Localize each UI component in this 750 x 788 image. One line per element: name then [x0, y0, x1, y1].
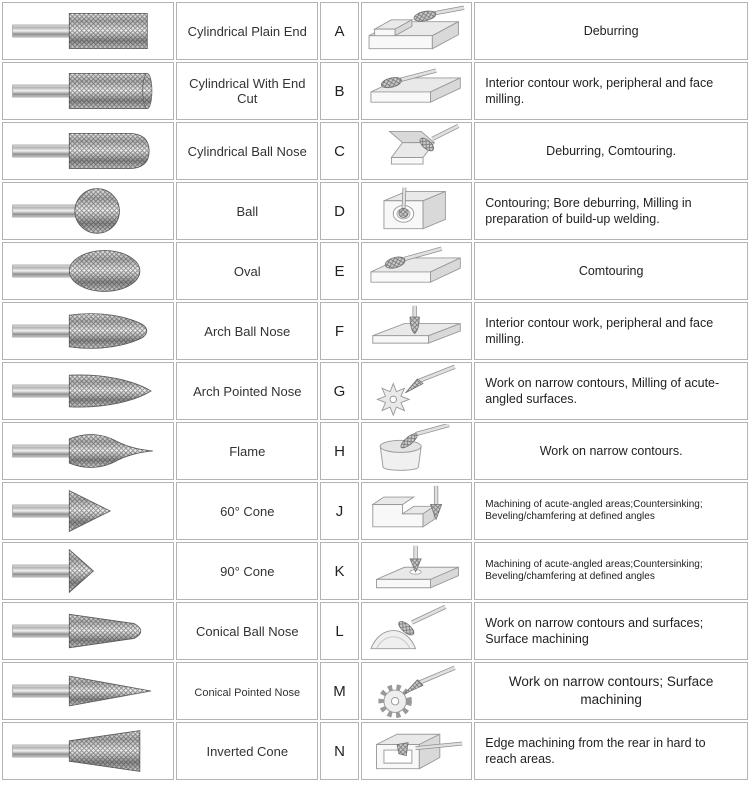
- shape-code-cell: [320, 662, 359, 720]
- application-description: Interior contour work, peripheral and face milling.: [485, 315, 714, 346]
- burr-shape-name: Flame: [229, 443, 266, 459]
- burr-photo-cell: [2, 122, 174, 180]
- application-description-cell: [474, 362, 748, 420]
- burr-shape-name: Cylindrical Plain End: [187, 23, 307, 39]
- burr-photo-cell: [2, 182, 174, 240]
- application-description-cell: [474, 602, 748, 660]
- application-description: Work on narrow contours; Surface machining: [508, 674, 714, 707]
- rear-edge-box-sketch-icon: [362, 724, 472, 778]
- burr-photo-cell: [2, 722, 174, 780]
- table-row: [2, 242, 748, 300]
- table-row: [2, 302, 748, 360]
- gear-workpiece-sketch-icon: [362, 664, 472, 718]
- burr-photo-cell: [2, 482, 174, 540]
- cylinder-pot-sketch-icon: [362, 424, 472, 478]
- shape-code-letter: B: [334, 82, 345, 100]
- shape-code-letter: K: [334, 562, 345, 580]
- burr-shape-name: Cylindrical Ball Nose: [187, 143, 307, 159]
- table-row: [2, 2, 748, 60]
- cylindrical-end-cut-burr-photo-icon: [3, 65, 173, 117]
- conical-ball-nose-burr-photo-icon: [3, 605, 173, 657]
- burr-shape-name: Inverted Cone: [206, 743, 289, 759]
- burr-photo-cell: [2, 542, 174, 600]
- shape-code-letter: F: [334, 322, 345, 340]
- shape-code-cell: [320, 602, 359, 660]
- application-illustration-cell: [361, 242, 473, 300]
- burr-shape-name: Conical Ball Nose: [195, 623, 299, 639]
- application-illustration-cell: [361, 542, 473, 600]
- deburring-step-block-sketch-icon: [362, 4, 472, 58]
- burr-photo-cell: [2, 62, 174, 120]
- burr-shape-name: Cylindrical With End Cut: [189, 76, 306, 106]
- application-illustration-cell: [361, 302, 473, 360]
- application-illustration-cell: [361, 122, 473, 180]
- application-illustration-cell: [361, 182, 473, 240]
- cone-60-burr-photo-icon: [3, 485, 173, 537]
- burr-shape-name: Arch Pointed Nose: [193, 383, 302, 399]
- shape-code-letter: D: [334, 202, 345, 220]
- shape-name-cell: [176, 302, 318, 360]
- application-illustration-cell: [361, 662, 473, 720]
- table-row: [2, 722, 748, 780]
- burr-shape-name: Ball: [236, 203, 259, 219]
- oval-burr-photo-icon: [3, 245, 173, 297]
- shape-code-letter: H: [334, 442, 345, 460]
- application-description-cell: [474, 302, 748, 360]
- shape-code-cell: [320, 422, 359, 480]
- table-row: [2, 62, 748, 120]
- table-row: [2, 482, 748, 540]
- shape-code-cell: [320, 302, 359, 360]
- application-description: Contouring; Bore deburring, Milling in preparation of build-up welding.: [485, 195, 692, 226]
- shape-name-cell: [176, 662, 318, 720]
- plate-countersink-sketch-icon: [362, 544, 472, 598]
- burr-shape-name: Conical Pointed Nose: [194, 686, 301, 699]
- application-description: Comtouring: [578, 263, 644, 278]
- application-description: Deburring, Comtouring.: [546, 143, 677, 158]
- shape-code-cell: [320, 2, 359, 60]
- burr-shape-name: Arch Ball Nose: [204, 323, 291, 339]
- shape-code-cell: [320, 722, 359, 780]
- shape-name-cell: [176, 422, 318, 480]
- arch-ball-nose-burr-photo-icon: [3, 305, 173, 357]
- application-illustration-cell: [361, 722, 473, 780]
- bore-deburring-cube-sketch-icon: [362, 184, 472, 238]
- burr-shape-name: 90° Cone: [220, 563, 275, 579]
- shape-code-cell: [320, 242, 359, 300]
- application-description-cell: [474, 182, 748, 240]
- application-description: Interior contour work, peripheral and face milling.: [485, 75, 714, 106]
- flame-burr-photo-icon: [3, 425, 173, 477]
- shape-code-letter: G: [333, 382, 346, 400]
- burr-photo-cell: [2, 2, 174, 60]
- application-description-cell: [474, 62, 748, 120]
- shape-code-cell: [320, 62, 359, 120]
- arched-surface-sketch-icon: [362, 604, 472, 658]
- application-description-cell: [474, 2, 748, 60]
- shape-code-letter: N: [334, 742, 345, 760]
- application-description: Work on narrow contours and surfaces; Surface machining: [485, 615, 704, 646]
- shape-code-cell: [320, 542, 359, 600]
- application-description-cell: [474, 242, 748, 300]
- corner-contour-sketch-icon: [362, 124, 472, 178]
- cylindrical-plain-end-burr-photo-icon: [3, 5, 173, 57]
- table-row: [2, 662, 748, 720]
- conical-pointed-nose-burr-photo-icon: [3, 665, 173, 717]
- application-description-cell: [474, 482, 748, 540]
- application-description: Work on narrow contours.: [539, 443, 683, 458]
- application-illustration-cell: [361, 422, 473, 480]
- application-description-cell: [474, 662, 748, 720]
- shape-code-letter: E: [334, 262, 345, 280]
- burr-photo-cell: [2, 362, 174, 420]
- shape-code-cell: [320, 122, 359, 180]
- shape-name-cell: [176, 542, 318, 600]
- shape-name-cell: [176, 362, 318, 420]
- star-workpiece-sketch-icon: [362, 364, 472, 418]
- cone-90-burr-photo-icon: [3, 545, 173, 597]
- shape-name-cell: [176, 182, 318, 240]
- shape-code-cell: [320, 362, 359, 420]
- plate-face-milling-sketch-icon: [362, 64, 472, 118]
- burr-photo-cell: [2, 302, 174, 360]
- table-row: [2, 122, 748, 180]
- application-description-cell: [474, 122, 748, 180]
- application-illustration-cell: [361, 2, 473, 60]
- application-description: Machining of acute-angled areas;Countersinking; Beveling/chamfering at defined angles: [485, 558, 703, 582]
- cylindrical-ball-nose-burr-photo-icon: [3, 125, 173, 177]
- burr-shape-name: 60° Cone: [220, 503, 275, 519]
- table-row: [2, 602, 748, 660]
- arch-pointed-nose-burr-photo-icon: [3, 365, 173, 417]
- table-row: [2, 362, 748, 420]
- application-description: Machining of acute-angled areas;Countersinking; Beveling/chamfering at defined angles: [485, 498, 703, 522]
- shape-code-letter: M: [333, 682, 346, 700]
- shape-name-cell: [176, 482, 318, 540]
- shape-code-letter: J: [335, 502, 344, 520]
- shape-code-letter: L: [335, 622, 344, 640]
- application-description: Deburring: [583, 23, 639, 38]
- vertical-tool-plate-sketch-icon: [362, 304, 472, 358]
- burr-photo-cell: [2, 602, 174, 660]
- application-description-cell: [474, 422, 748, 480]
- ball-burr-photo-icon: [3, 185, 173, 237]
- shape-name-cell: [176, 2, 318, 60]
- shape-name-cell: [176, 602, 318, 660]
- plate-contouring-sketch-icon: [362, 244, 472, 298]
- application-illustration-cell: [361, 482, 473, 540]
- application-illustration-cell: [361, 602, 473, 660]
- shape-name-cell: [176, 62, 318, 120]
- burr-photo-cell: [2, 422, 174, 480]
- shape-name-cell: [176, 122, 318, 180]
- burr-photo-cell: [2, 662, 174, 720]
- application-description-cell: [474, 542, 748, 600]
- inverted-cone-burr-photo-icon: [3, 725, 173, 777]
- notched-block-countersink-sketch-icon: [362, 484, 472, 538]
- burr-photo-cell: [2, 242, 174, 300]
- shape-code-letter: A: [334, 22, 345, 40]
- application-illustration-cell: [361, 362, 473, 420]
- table-row: [2, 422, 748, 480]
- shape-code-cell: [320, 482, 359, 540]
- shape-name-cell: [176, 722, 318, 780]
- application-description-cell: [474, 722, 748, 780]
- table-row: [2, 542, 748, 600]
- application-illustration-cell: [361, 62, 473, 120]
- shape-name-cell: [176, 242, 318, 300]
- shape-code-letter: C: [334, 142, 345, 160]
- table-row: [2, 182, 748, 240]
- application-description: Edge machining from the rear in hard to reach areas.: [485, 735, 706, 766]
- burr-shape-name: Oval: [233, 263, 261, 279]
- application-description: Work on narrow contours, Milling of acute-angled surfaces.: [485, 375, 720, 406]
- shape-code-cell: [320, 182, 359, 240]
